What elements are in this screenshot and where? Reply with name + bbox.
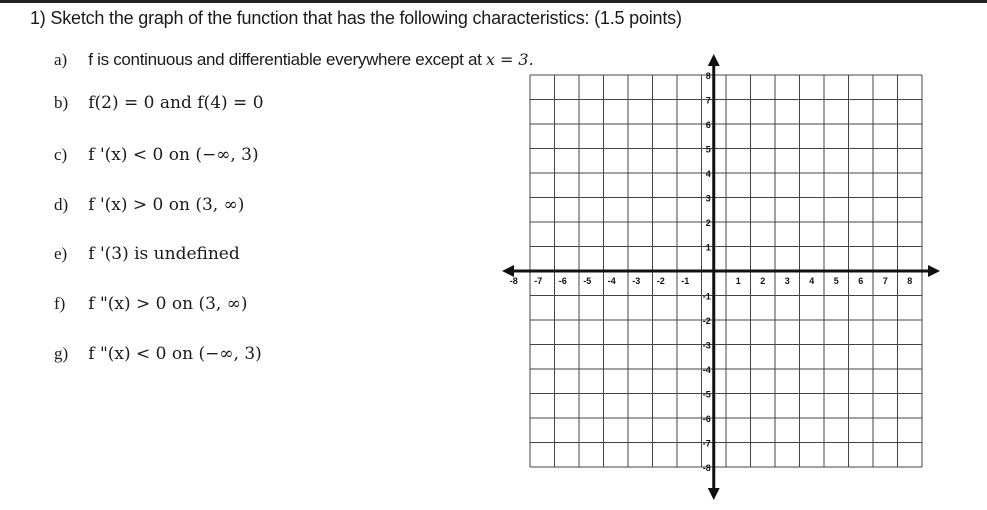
x-tick-label: 8 — [907, 276, 913, 286]
y-tick-label: 3 — [705, 193, 711, 204]
y-axis-down-arrow — [708, 488, 720, 500]
y-tick-label: -2 — [702, 316, 711, 326]
x-tick-label: -8 — [509, 276, 518, 286]
x-axis-tick-labels — [510, 276, 913, 286]
item-label: g) — [54, 344, 69, 363]
x-tick-label: 1 — [735, 276, 741, 286]
y-tick-label: -7 — [702, 438, 711, 449]
x-tick-label: -7 — [534, 276, 543, 286]
x-tick-label: 4 — [809, 276, 815, 286]
y-axis-up-arrow — [708, 54, 720, 66]
item-label: d) — [54, 195, 69, 214]
y-tick-label: -4 — [702, 365, 711, 375]
item-b-text: f(2) = 0 and f(4) = 0 — [88, 93, 264, 113]
x-tick-label: -4 — [607, 276, 616, 286]
item-label: b) — [54, 93, 69, 112]
x-tick-label: -2 — [656, 276, 665, 286]
item-label: e) — [54, 244, 68, 263]
y-tick-label: -1 — [702, 291, 711, 302]
item-a-text: f is continuous and differentiable everywhere except at — [88, 50, 482, 69]
item-d-text: f '(x) > 0 on (3, ∞) — [88, 195, 245, 215]
axes — [502, 54, 940, 500]
problem-title: 1) Sketch the graph of the function that has the following characteristics: (1.5 points) — [30, 8, 682, 28]
item-label: c) — [54, 145, 68, 164]
y-tick-label: 2 — [705, 218, 711, 228]
item-g-text: f "(x) < 0 on (−∞, 3) — [88, 344, 262, 364]
item-f-text: f "(x) > 0 on (3, ∞) — [88, 294, 248, 314]
y-tick-label: -6 — [702, 414, 711, 424]
x-tick-label: 3 — [784, 276, 790, 286]
y-tick-label: 6 — [705, 120, 711, 130]
x-tick-label: -3 — [632, 276, 641, 286]
item-c-text: f '(x) < 0 on (−∞, 3) — [88, 145, 259, 165]
x-tick-label: 6 — [858, 276, 864, 286]
item-e-text: f '(3) is undefined — [88, 244, 240, 264]
item-label: f) — [54, 294, 66, 313]
y-tick-label: 8 — [705, 71, 711, 81]
y-tick-label: 7 — [705, 95, 711, 106]
y-tick-label: -3 — [702, 340, 711, 351]
x-tick-label: -1 — [681, 276, 690, 286]
y-tick-label: 1 — [705, 242, 711, 253]
y-tick-label: -5 — [702, 389, 711, 400]
x-axis-right-arrow — [928, 265, 940, 277]
x-tick-label: -5 — [583, 276, 592, 286]
x-tick-label: -6 — [558, 276, 567, 286]
y-tick-label: -8 — [702, 463, 711, 473]
x-tick-label: 7 — [882, 276, 888, 286]
item-a-condition: x = 3. — [485, 50, 534, 69]
y-tick-label: 5 — [705, 144, 711, 155]
y-tick-label: 4 — [705, 169, 711, 179]
item-label: a) — [54, 50, 68, 69]
x-tick-label: 5 — [833, 276, 839, 286]
x-tick-label: 2 — [760, 276, 766, 286]
